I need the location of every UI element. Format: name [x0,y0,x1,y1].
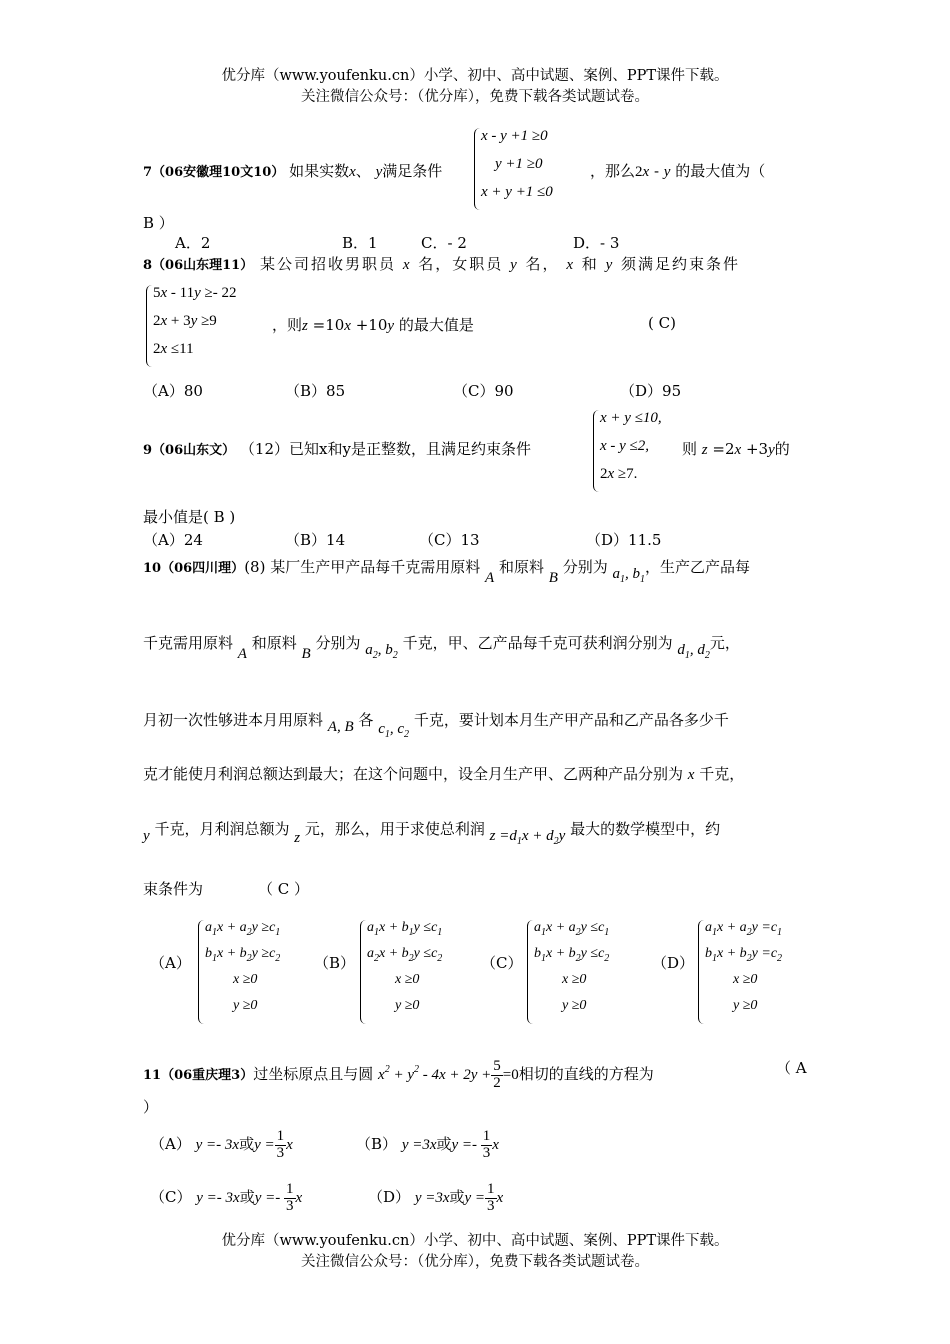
answer: 最小值是( B ) [143,508,236,526]
question-number: 11（06重庆理3） [143,1068,254,1083]
question-number: 10（06四川理） [143,561,245,576]
header-line-1: 优分库（www.youfenku.cn）小学、初中、高中试题、案例、PPT课件下载。 [221,68,729,84]
option-a: （A）80 [143,382,203,400]
option-b: （B）85 [285,382,346,400]
question-number: 7（06安徽理10文10） [143,165,285,180]
option-a-system: $a_1x + a_2y \ge c_1$ $b_1x + b_2y \ge c_2$ x ≥0 y ≥0 [198,920,309,1024]
option-a: （A） y =- 3x或y = $\frac{1}{3}$ x [150,1127,293,1161]
constraint-system: x + y ≤10, x - y ≤2, 2x ≥7. [593,410,684,492]
answer: ( C) [648,314,676,332]
option-b: （B）14 [285,531,346,549]
option-d-system: $a_1x + a_2y =c_1$ $b_1x + b_2y =c_2$ x ≥0 y ≥0 [698,920,809,1024]
constraint-system: 5x - 11y ≥- 22 2x + 3y ≥9 2x ≤11 [146,285,277,367]
option-b-label: （B） [314,954,356,972]
option-d: （D） y =3x或y = $\frac{1}{3}$ x [368,1180,504,1214]
option-c: C．- 2 [421,234,467,252]
option-d: （D）95 [620,382,682,400]
option-b-system: $a_1x + b_1y \le c_1$ $a_2x + b_2y \le c_2$ x ≥0 y ≥0 [360,920,471,1024]
answer: B ） [143,214,174,232]
option-c: （C）13 [419,531,480,549]
option-a: （A）24 [143,531,203,549]
option-b: B．1 [342,234,378,252]
option-d-label: （D） [652,954,695,972]
constraint-system: x - y +1 ≥0 y +1 ≥0 x + y +1 ≤0 [474,128,595,210]
option-a-label: （A） [150,954,191,972]
option-c-system: $a_1x + a_2y \le c_1$ $b_1x + b_2y \le c_2$ x ≥0 y ≥0 [527,920,638,1024]
option-c-label: （C） [481,954,523,972]
question-number: 9（06山东文） [143,443,236,458]
footer-line-1: 优分库（www.youfenku.cn）小学、初中、高中试题、案例、PPT课件下载。 [221,1233,729,1249]
option-d: D．- 3 [573,234,620,252]
option-d: （D）11.5 [586,531,662,549]
footer-line-2: 关注微信公众号：（优分库），免费下载各类试题试卷。 [301,1254,649,1270]
answer: （ C ） [258,880,310,898]
question-text: 如果实数 [289,162,350,180]
option-c: （C） y =- 3x或y =- $\frac{1}{3}$ x [150,1180,303,1214]
option-b: （B） y =3x或y =- $\frac{1}{3}$ x [356,1127,499,1161]
question-number: 8（06山东理11） [143,258,254,273]
header-line-2: 关注微信公众号：（优分库），免费下载各类试题试卷。 [301,89,649,105]
option-c: （C）90 [453,382,514,400]
answer: （ A [776,1059,807,1077]
option-a: A．2 [175,234,211,252]
